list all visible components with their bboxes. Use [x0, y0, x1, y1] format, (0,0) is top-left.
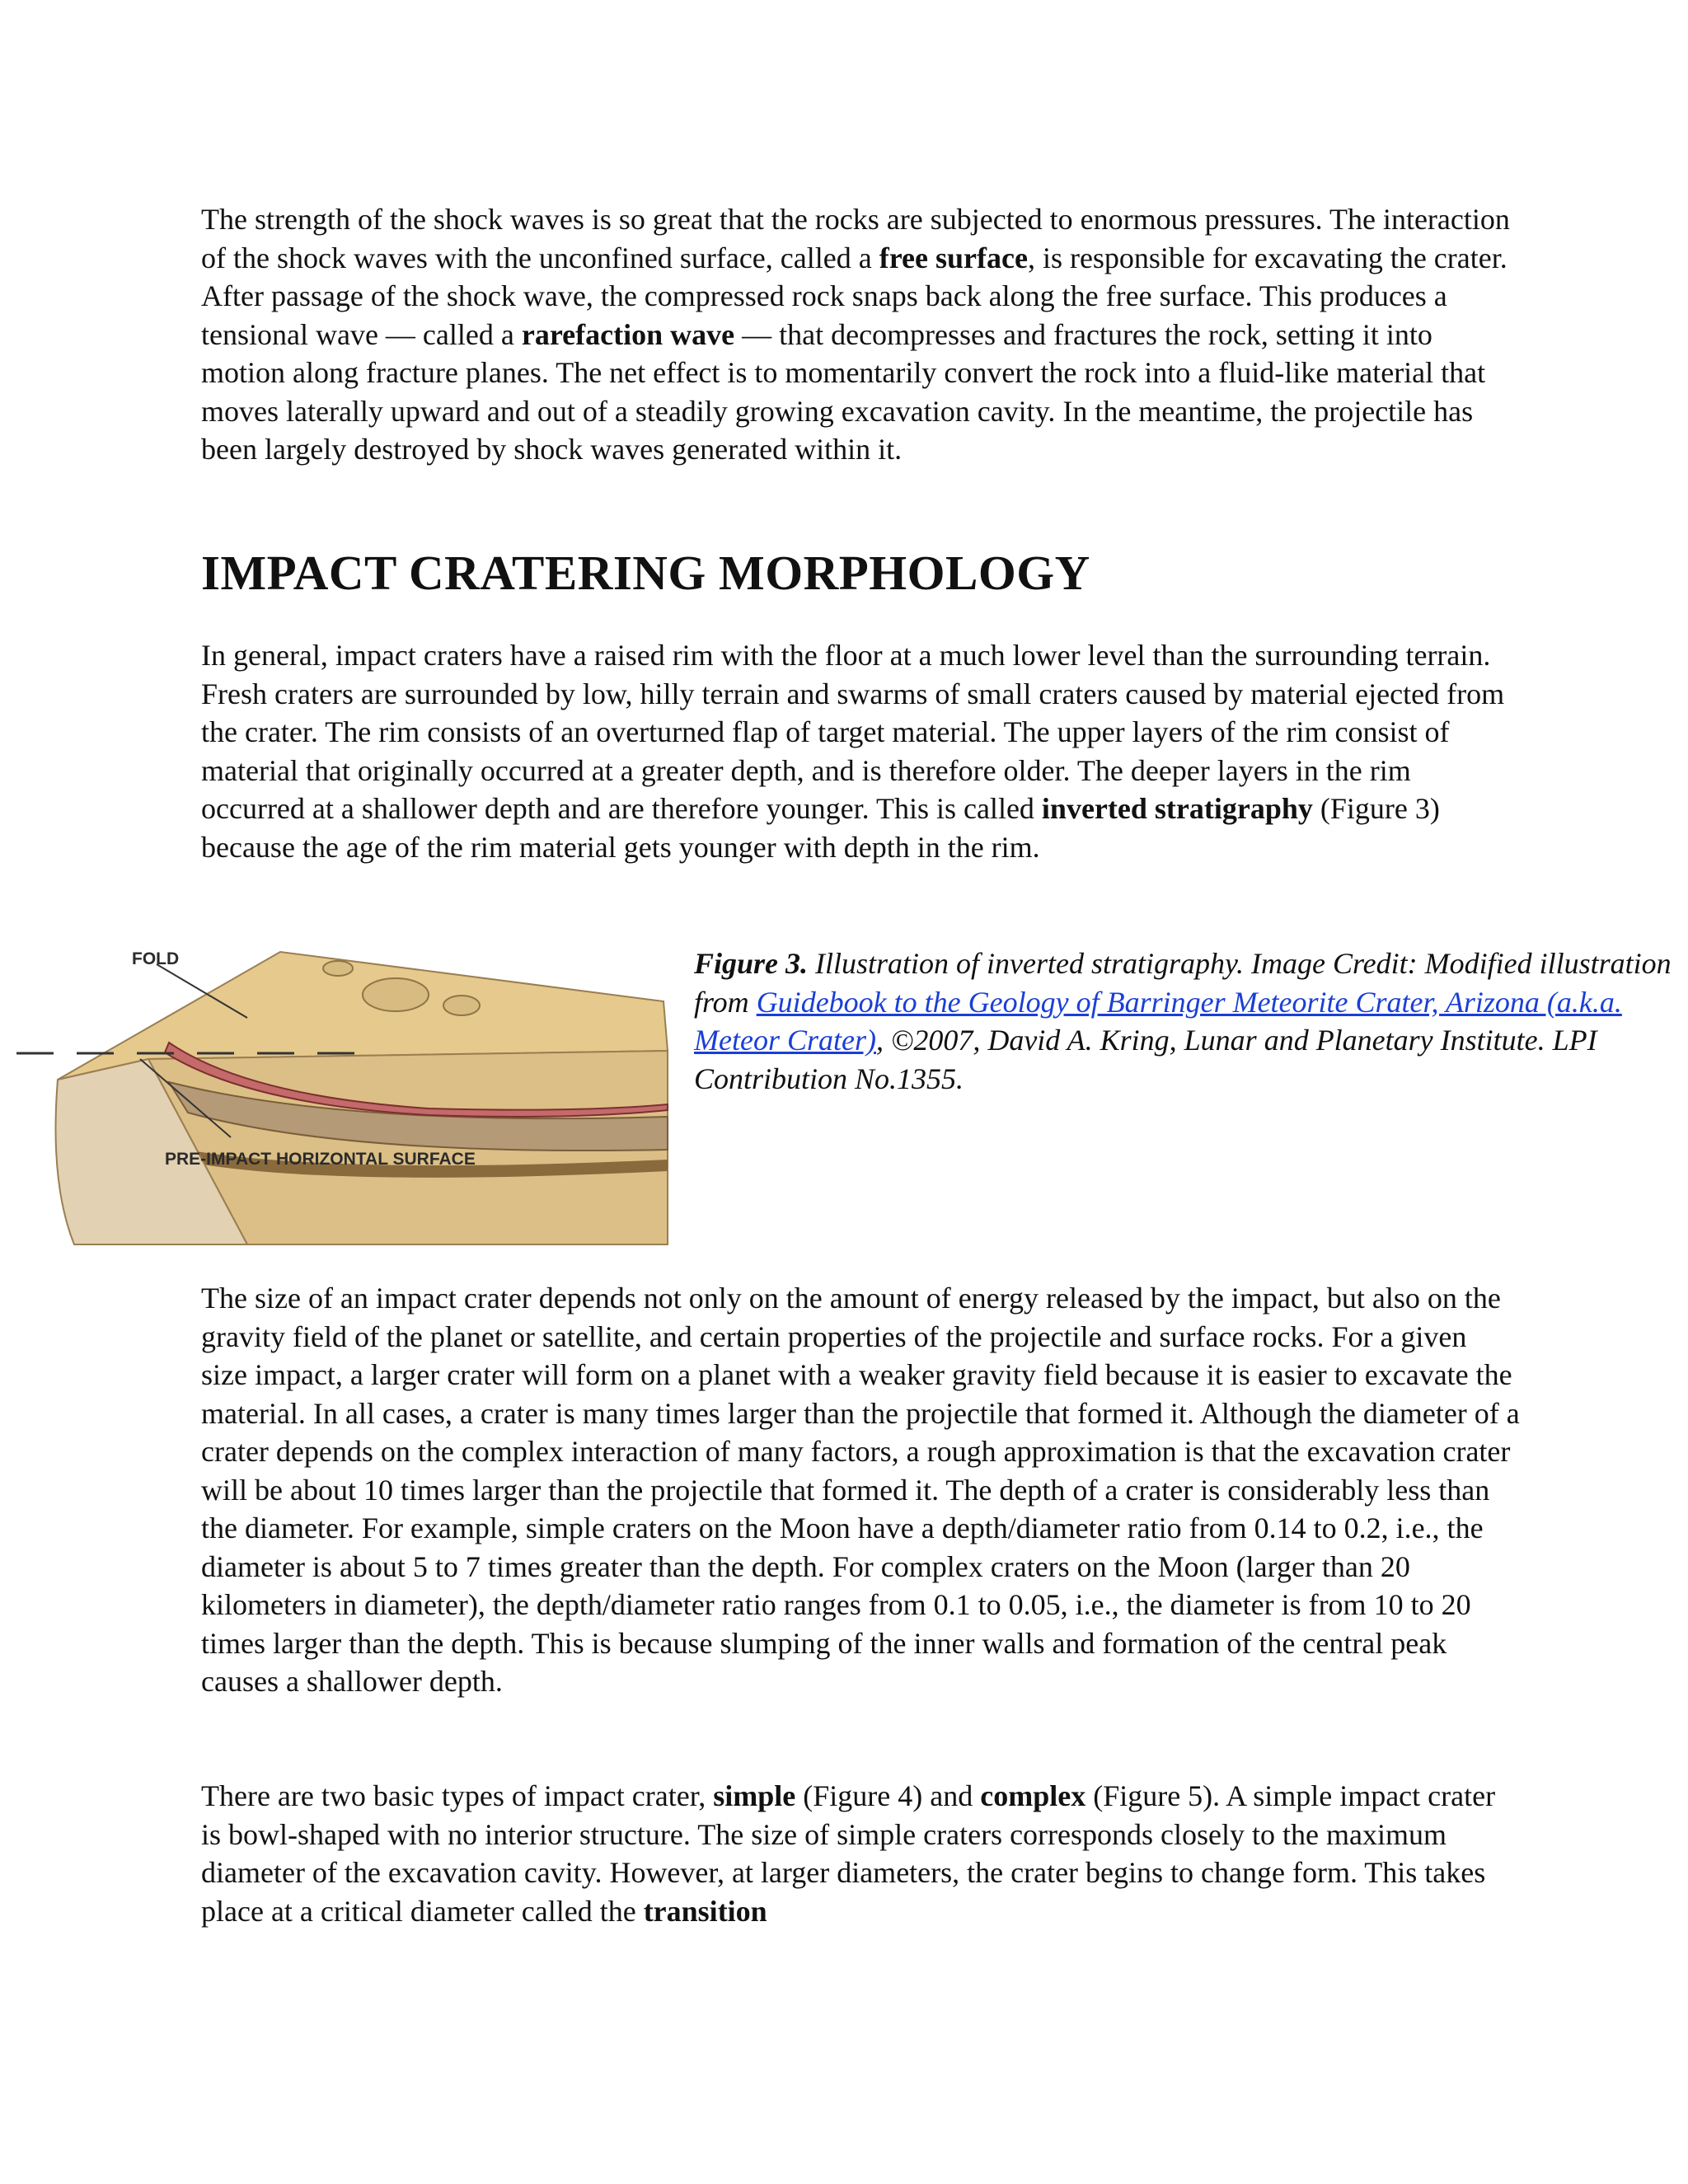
rock	[443, 996, 480, 1015]
text-run: , is responsible for excavating the crater. After passage of the shock wave, the compressed rock snaps back along the free surface. This produces a tensional wave — called a	[201, 241, 1507, 351]
rock	[363, 978, 429, 1011]
text-run: In general, impact craters have a raised rim with the floor at a much lower level than the surrounding terrain. Fresh craters are surrounded by low, hilly terrain and swarms of small craters caused by material ejected from the crater. The rim consists of an overturned flap of target material. The upper layers of the rim consist of material that originally occurred at a greater depth, and is therefore older. The deeper layers in the rim occurred at a shallower depth and are therefore younger. This is called	[201, 639, 1505, 825]
paragraph-crater-types	[201, 1777, 1520, 1930]
paragraph-crater-size: The size of an impact crater depends not only on the amount of energy released by the impact, but also on the gravity field of the planet or satellite, and certain properties of the projectile and surface rocks. For a given size impact, a larger crater will form on a planet with a weaker gravity field because it is easier to excavate the material. In all cases, a crater is many times larger than the projectile that formed it. Although the diameter of a crater depends on the complex interaction of many factors, a rough approximation is that the excavation crater will be about 10 times larger than the projectile that formed it. The depth of a crater is considerably less than the diameter. For example, simple craters on the Moon have a depth/diameter ratio from 0.14 to 0.2, i.e., the diameter is about 5 to 7 times greater than the depth. For complex craters on the Moon (larger than 20 kilometers in diameter), the depth/diameter ratio ranges from 0.1 to 0.05, i.e., the diameter is from 10 to 20 times larger than the depth. This is because slumping of the inner walls and formation of the central peak causes a shallower depth.	[201, 1282, 1520, 1698]
text-run: (Figure 4) and	[795, 1779, 981, 1812]
caption-label: Figure 3.	[694, 947, 809, 980]
section-heading: IMPACT CRATERING MORPHOLOGY	[201, 546, 1090, 600]
pre-impact-surface-label: PRE-IMPACT HORIZONTAL SURFACE	[165, 1150, 476, 1169]
text-run: There are two basic types of impact crater,	[201, 1779, 714, 1812]
text-run: — that decompresses and fractures the rock, setting it into motion along fracture planes. The net effect is to momentarily convert the rock into a fluid-like material that moves laterally upward and out of a steadily growing excavation cavity. In the meantime, the projectile has been largely destroyed by shock waves generated within it.	[201, 317, 1486, 466]
fold-label: FOLD	[132, 949, 180, 968]
guidebook-link[interactable]: Guidebook to the Geology of Barringer Meteorite Crater, Arizona (a.k.a. Meteor Crater)	[694, 985, 1622, 1057]
text-run: (Figure 3) because the age of the rim material gets younger with depth in the rim.	[201, 792, 1440, 864]
term-transition: transition	[643, 1894, 767, 1928]
paragraph-shock-waves	[201, 200, 1520, 469]
text-run: (Figure 5). A simple impact crater is bowl-shaped with no interior structure. The size of simple craters corresponds closely to the maximum diameter of the excavation cavity. However, at larger diameters, the crater begins to change form. This takes place at a critical diameter called the	[201, 1779, 1496, 1928]
rock	[323, 961, 353, 976]
term-simple: simple	[713, 1779, 796, 1812]
paragraph-morphology	[201, 636, 1520, 866]
term-inverted-stratigraphy: inverted stratigraphy	[1041, 792, 1313, 825]
term-free-surface: free surface	[879, 241, 1028, 274]
text-run: , ©2007, David A. Kring, Lunar and Planetary Institute. LPI Contribution No.1355.	[694, 1024, 1597, 1095]
figure-3-caption	[694, 944, 1683, 1098]
term-rarefaction-wave: rarefaction wave	[521, 317, 735, 351]
text-run: Illustration of inverted stratigraphy. Image Credit: Modified illustration from	[694, 947, 1672, 1019]
text-run: The strength of the shock waves is so great that the rocks are subjected to enormous pressures. The interaction of the shock waves with the unconfined surface, called a	[201, 203, 1510, 274]
term-complex: complex	[980, 1779, 1086, 1812]
figure-3-illustration	[0, 935, 692, 1249]
